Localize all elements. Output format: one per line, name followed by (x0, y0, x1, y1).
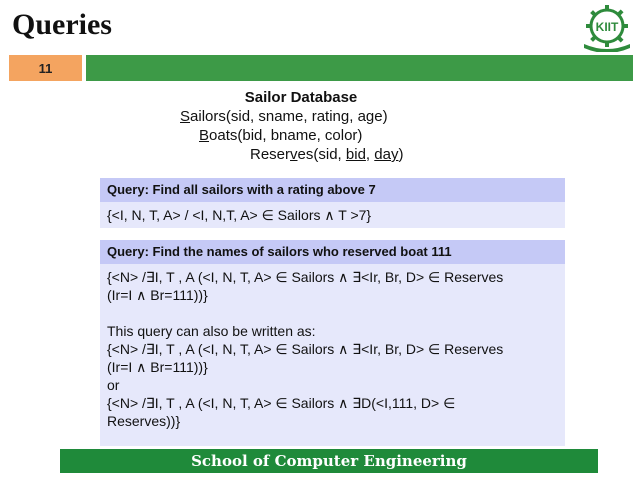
schema-sailors (180, 107, 440, 126)
slide-title: Queries (12, 8, 112, 41)
query1-expression: {<I, N, T, A> / <I, N,T, A> ∈ Sailors ∧ T >7} (107, 207, 372, 223)
kiit-logo (580, 4, 634, 52)
sailors-rest: ailors(sid, sname, rating, age) (190, 108, 388, 125)
boats-key: B (199, 127, 210, 144)
header-accent-bar (86, 55, 633, 81)
reserves-pre: Reser (250, 146, 291, 163)
schema-boats (180, 126, 440, 145)
reserves-es: es( (297, 146, 319, 163)
query2-line: (Ir=I ∧ Br=111))} (107, 359, 208, 375)
footer-banner: School of Computer Engineering (60, 449, 598, 473)
reserves-bid: bid (345, 146, 366, 163)
query1-header: Query: Find all sailors with a rating above 7 (100, 178, 565, 202)
logo-text: KIIT (595, 20, 619, 34)
sailors-key: S (180, 108, 191, 125)
query1-box (100, 178, 565, 228)
reserves-sid: sid (318, 146, 338, 163)
reserves-comma2: , (365, 146, 375, 163)
query2-box (100, 240, 565, 446)
query2-line: {<N> /∃I, T , A (<I, N, T, A> ∈ Sailors ∧ ∃D(<I,111, D> ∈ (107, 395, 456, 411)
reserves-day: day (374, 146, 399, 163)
schema-reserves (180, 145, 440, 164)
slide-number: 11 (9, 55, 82, 81)
query2-line: or (107, 377, 120, 393)
query2-header: Query: Find the names of sailors who reserved boat 111 (100, 240, 565, 264)
query2-line: {<N> /∃I, T , A (<I, N, T, A> ∈ Sailors ∧ ∃<Ir, Br, D> ∈ Reserves (107, 341, 504, 357)
reserves-close: ) (398, 146, 404, 163)
query2-line: (Ir=I ∧ Br=111))} (107, 287, 208, 303)
reserves-key: v (290, 146, 298, 163)
database-heading: Sailor Database (244, 89, 358, 106)
boats-rest: oats(bid, bname, color) (209, 127, 363, 144)
sailor-database-schema (180, 88, 440, 164)
query2-line: Reserves))} (107, 413, 181, 429)
query2-line: {<N> /∃I, T , A (<I, N, T, A> ∈ Sailors ∧ ∃<Ir, Br, D> ∈ Reserves (107, 269, 504, 285)
reserves-comma1: , (337, 146, 346, 163)
query2-line: This query can also be written as: (107, 323, 316, 339)
query2-body (100, 264, 565, 434)
